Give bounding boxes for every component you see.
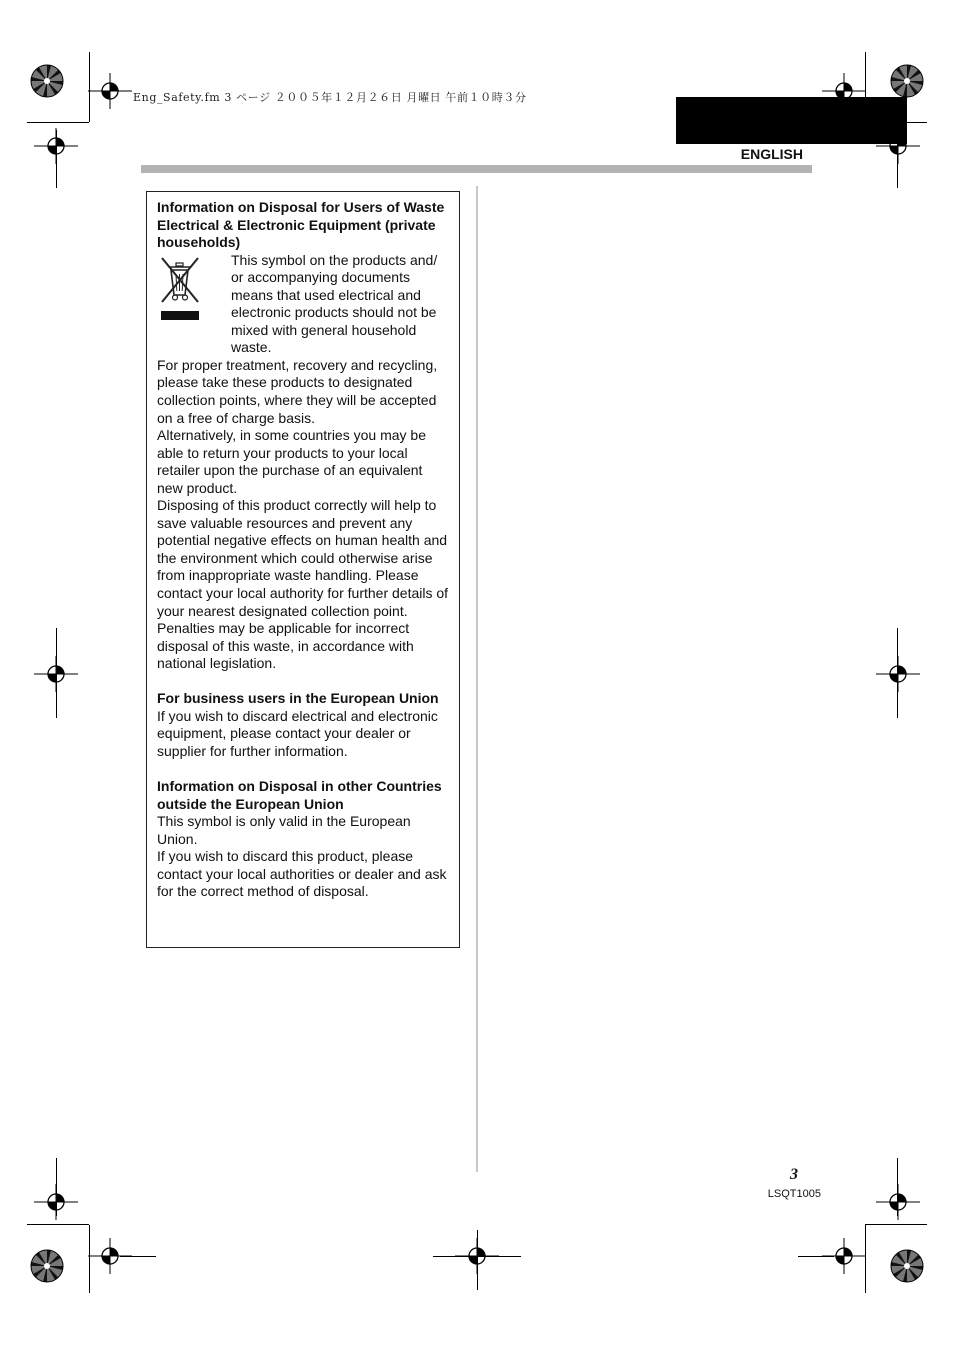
disposal-paragraph: Penalties may be applicable for incorrect disposal of this waste, in accordance with national legislation. [157, 620, 414, 672]
other-countries-paragraph: If you wish to discard this product, please contact your local authorities or dealer and ask for the correct method of disposal. [157, 848, 447, 900]
disposal-paragraph: For proper treatment, recovery and recycling, please take these products to designated collection points, where they will be accepted on a free of charge basis. [157, 356, 438, 426]
registration-target-icon [34, 1184, 78, 1220]
crop-mark [120, 1256, 156, 1257]
crop-mark [27, 1224, 89, 1225]
section-tab [676, 97, 907, 144]
language-label: ENGLISH [740, 146, 803, 162]
registration-target-icon [34, 128, 78, 164]
registration-target-icon [88, 73, 132, 109]
disposal-heading: Information on Disposal for Users of Waste Electrical & Electronic Equipment (private households) [157, 199, 445, 251]
weee-symbol-block [157, 252, 449, 357]
print-header: Eng_Safety.fm 3 ページ ２００５年１２月２６日 月曜日 午前１０時３分 [133, 91, 527, 104]
page-number: 3 [790, 1166, 798, 1183]
other-countries-paragraph: This symbol is only valid in the European Union. [157, 813, 411, 847]
registration-target-icon [876, 1184, 920, 1220]
disposal-info-box [146, 191, 460, 948]
crop-mark [897, 628, 898, 718]
star-target-icon [30, 1249, 64, 1283]
crop-mark [27, 122, 89, 123]
crossed-out-bin-icon [157, 255, 203, 321]
column-divider [476, 186, 478, 1172]
star-target-icon [890, 64, 924, 98]
crop-mark [477, 1230, 478, 1290]
symbol-description: This symbol on the products and/ or accompanying documents means that used electrical and electronic products should not be mixed with general household waste. [231, 251, 438, 356]
star-target-icon [890, 1249, 924, 1283]
disposal-paragraph: Alternatively, in some countries you may be able to return your products to your local retailer upon the purchase of an equivalent new product. [157, 427, 426, 496]
crop-mark [798, 1256, 834, 1257]
registration-target-icon [876, 656, 920, 692]
header-rule [141, 165, 812, 173]
other-countries-heading: Information on Disposal in other Countries outside the European Union [157, 777, 442, 812]
business-paragraph: If you wish to discard electrical and electronic equipment, please contact your dealer or supplier for further information. [157, 707, 438, 759]
business-heading: For business users in the European Union [157, 690, 439, 707]
star-target-icon [30, 64, 64, 98]
crop-mark [56, 628, 57, 718]
crop-mark [865, 1224, 927, 1225]
model-code: LSQT1005 [767, 1188, 821, 1200]
disposal-paragraph: Disposing of this product correctly will help to save valuable resources and prevent any potential negative effects on human health and the environment which could otherwise arise from inappropriate waste handling. Please contact your local authority for further details of your nearest designated collection point. [157, 497, 449, 619]
